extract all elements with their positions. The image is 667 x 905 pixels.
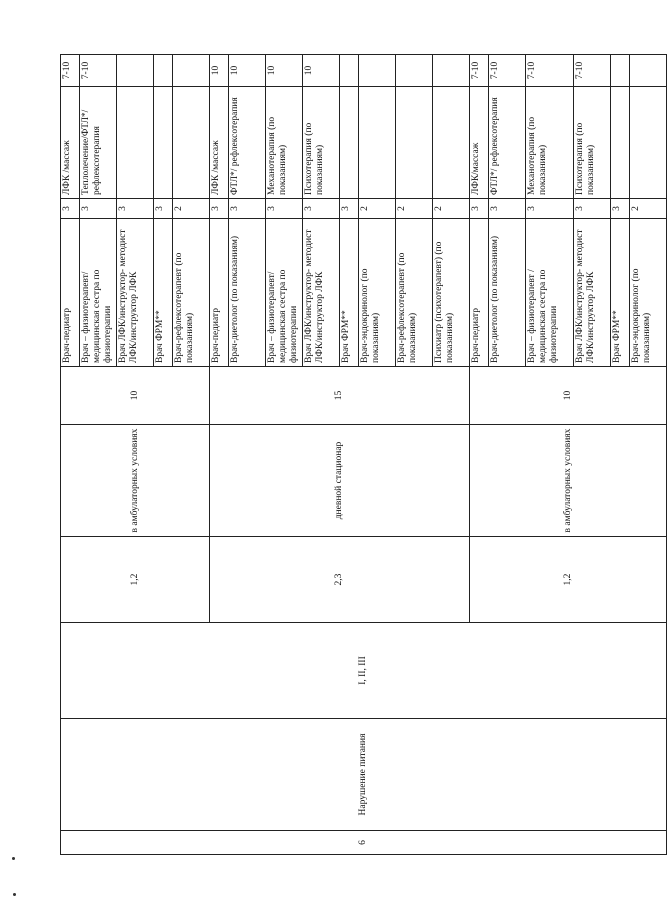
procedure-cell: ЛФК/массаж — [470, 87, 489, 199]
count-cell: 7-10 — [489, 55, 526, 87]
count-cell — [154, 55, 173, 87]
visits-cell: 3 — [154, 199, 173, 219]
procedure-cell — [396, 87, 433, 199]
procedure-cell: ФТЛ*/ рефлексотерапия — [229, 87, 266, 199]
count-cell: 7-10 — [61, 55, 80, 87]
procedure-cell: ФТЛ*/ рефлексотерапия — [489, 87, 526, 199]
table-body — [61, 55, 667, 855]
specialist-cell: Врач ФРМ** — [340, 219, 359, 367]
visits-cell: 3 — [266, 199, 303, 219]
procedure-cell: ЛФК /массаж — [210, 87, 229, 199]
count-cell: 10 — [229, 55, 266, 87]
specialist-cell: Врач-педиатр — [470, 219, 489, 367]
visits-cell: 2 — [173, 199, 210, 219]
specialist-cell: Врач-педиатр — [210, 219, 229, 367]
specialist-cell: Врач ЛФК/инструктор- методист ЛФК/инструктор ЛФК — [117, 219, 154, 367]
procedure-cell — [630, 87, 667, 199]
days-cell: 15 — [210, 367, 470, 425]
procedure-cell — [340, 87, 359, 199]
level-cell: 1,2 — [470, 537, 667, 623]
visits-cell: 3 — [303, 199, 340, 219]
setting-cell: в амбулаторных условиях — [61, 425, 210, 537]
count-cell — [173, 55, 210, 87]
specialist-cell: Врач-диетолог (по показаниям) — [229, 219, 266, 367]
visits-cell: 2 — [433, 199, 470, 219]
row-number-cell: 6 — [61, 831, 667, 855]
visits-cell: 3 — [489, 199, 526, 219]
visits-cell: 3 — [80, 199, 117, 219]
specialist-cell: Врач-эндокринолог (по показаниям) — [630, 219, 667, 367]
specialist-cell: Врач ФРМ** — [611, 219, 630, 367]
days-cell: 10 — [61, 367, 210, 425]
count-cell — [630, 55, 667, 87]
visits-cell: 3 — [611, 199, 630, 219]
count-cell — [433, 55, 470, 87]
stages-cell: I, II, III — [61, 623, 667, 719]
specialist-cell: Врач-рефлексотерапевт (по показаниям) — [173, 219, 210, 367]
count-cell: 7-10 — [526, 55, 574, 87]
count-cell — [611, 55, 630, 87]
visits-cell: 2 — [396, 199, 433, 219]
setting-cell: в амбулаторных условиях — [470, 425, 667, 537]
count-cell — [396, 55, 433, 87]
procedure-cell: Психотерапия (по показаниям) — [303, 87, 340, 199]
visits-cell: 3 — [117, 199, 154, 219]
count-cell: 7-10 — [574, 55, 611, 87]
scan-mark — [13, 893, 16, 896]
procedure-cell: Механотерапия (по показаниям) — [266, 87, 303, 199]
rehab-table — [60, 54, 667, 855]
specialist-cell: Врач ФРМ** — [154, 219, 173, 367]
specialist-cell: Врач ЛФК/инструктор- методист ЛФК/инструктор ЛФК — [574, 219, 611, 367]
procedure-cell — [611, 87, 630, 199]
diagnosis-cell: Нарушение питания — [61, 719, 667, 831]
procedure-cell — [433, 87, 470, 199]
procedure-cell — [359, 87, 396, 199]
procedure-cell — [173, 87, 210, 199]
visits-cell: 3 — [470, 199, 489, 219]
count-cell: 10 — [266, 55, 303, 87]
visits-cell: 2 — [630, 199, 667, 219]
level-cell: 1,2 — [61, 537, 210, 623]
procedure-cell — [154, 87, 173, 199]
procedure-cell: Психотерапия (по показаниям) — [574, 87, 611, 199]
rotated-page — [60, 55, 652, 855]
count-cell: 7-10 — [80, 55, 117, 87]
count-cell: 10 — [303, 55, 340, 87]
specialist-cell: Врач ЛФК/инструктор- методист ЛФК/инструктор ЛФК — [303, 219, 340, 367]
visits-cell: 3 — [210, 199, 229, 219]
specialist-cell: Врач – физиотерапевт / медицинская сестра по физиотерапии — [526, 219, 574, 367]
visits-cell: 3 — [61, 199, 80, 219]
procedure-cell: ЛФК /массаж — [61, 87, 80, 199]
specialist-cell: Психиатр (психотерапевт) (по показаниям) — [433, 219, 470, 367]
specialist-cell: Врач-эндокринолог (по показаниям) — [359, 219, 396, 367]
setting-cell: дневной стационар — [210, 425, 470, 537]
procedure-cell: Механотерапия (по показаниям) — [526, 87, 574, 199]
count-cell: 10 — [210, 55, 229, 87]
visits-cell: 3 — [229, 199, 266, 219]
count-cell — [340, 55, 359, 87]
count-cell — [359, 55, 396, 87]
procedure-cell — [117, 87, 154, 199]
visits-cell: 2 — [359, 199, 396, 219]
days-cell: 10 — [470, 367, 667, 425]
count-cell: 7-10 — [470, 55, 489, 87]
visits-cell: 3 — [574, 199, 611, 219]
level-cell: 2,3 — [210, 537, 470, 623]
visits-cell: 3 — [526, 199, 574, 219]
visits-cell: 3 — [340, 199, 359, 219]
specialist-cell: Врач – физиотерапевт/ медицинская сестра по физиотерапии — [266, 219, 303, 367]
procedure-cell: Теплолечение/ФТЛ*/ рефлексотерапия — [80, 87, 117, 199]
table-row — [61, 55, 80, 855]
scan-mark — [12, 857, 15, 860]
specialist-cell: Врач-рефлексотерапевт (по показаниям) — [396, 219, 433, 367]
count-cell — [117, 55, 154, 87]
specialist-cell: Врач-педиатр — [61, 219, 80, 367]
specialist-cell: Врач-диетолог (по показаниям) — [489, 219, 526, 367]
specialist-cell: Врач – физиотерапевт/ медицинская сестра по физиотерапии — [80, 219, 117, 367]
